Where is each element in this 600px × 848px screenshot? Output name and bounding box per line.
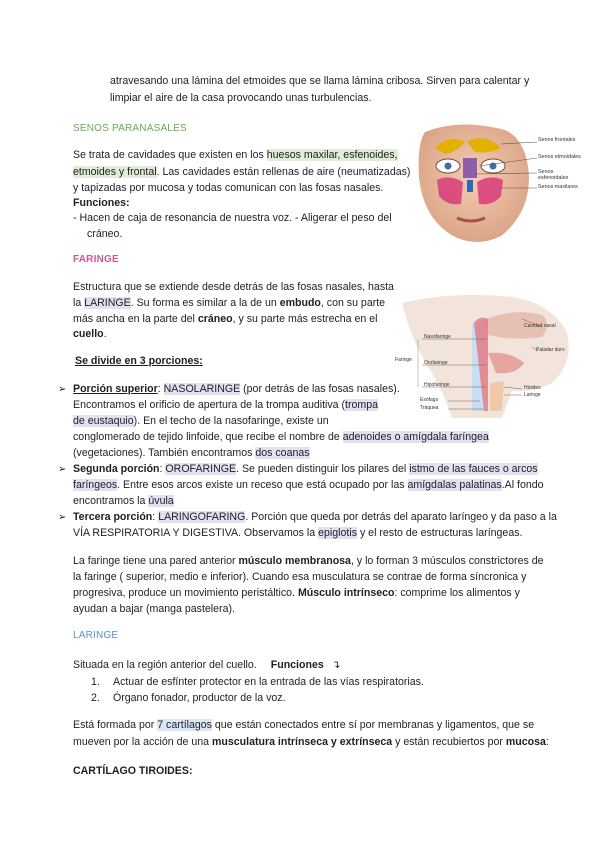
label-nasofaringe: Nasofaringe	[424, 334, 451, 340]
label-senos-maxilares: Senos maxilares	[538, 184, 578, 190]
faringe-line-1: Estructura que se extiende desde detrás de las fosas nasales, hasta	[73, 281, 394, 293]
section-heading-laringe: LARINGE	[73, 630, 119, 641]
senos-line-1: Se trata de cavidades que existen en los huesos maxilar, esfenoides,	[73, 149, 398, 161]
intro-line-1: atravesando una lámina del etmoides que se llama lámina cribosa. Sirven para calentar y	[110, 75, 530, 87]
label-hioides: Hioides	[524, 385, 541, 391]
section-heading-faringe: FARINGE	[73, 254, 119, 265]
senos-line-5: - Hacen de caja de resonancia de nuestra voz. - Aligerar el peso del	[73, 212, 392, 224]
cartilago-tiroides-heading: CARTÍLAGO TIROIDES:	[73, 765, 193, 777]
porcion-superior-line-3: de eustaquio). En el techo de la nasofaringe, existe un	[73, 415, 329, 427]
porcion-superior-line-1: Porción superior: NASOLARINGE (por detrás de las fosas nasales).	[73, 383, 400, 395]
label-esofago: Esófago	[420, 397, 439, 403]
section-heading-senos: SENOS PARANASALES	[73, 123, 187, 134]
curved-arrow-icon: ↴	[331, 659, 341, 671]
faringe-wall-line-2: la faringe ( superior, medio e inferior). Cuando esa musculatura se contrae de forma síncronica y	[73, 571, 527, 583]
arrowhead-bullet-icon: ➢	[58, 464, 67, 475]
senos-line-3: y tapizadas por mucosa y todas comunican con las fosas nasales.	[73, 182, 384, 194]
label-traquea: Tráquea	[420, 405, 439, 411]
label-hipofaringe: Hipofaringe	[424, 382, 450, 388]
faringe-wall-line-4: ayudan a bajar (manga pastelera).	[73, 603, 235, 615]
highlight-orofaringe: OROFARINGE	[165, 463, 237, 475]
highlight-7-cartilagos: 7 cartílagos	[157, 719, 212, 731]
laringe-item-2: Órgano fonador, productor de la voz.	[113, 692, 286, 704]
sinus-figure	[405, 122, 585, 246]
tercera-porcion-line-2: VÍA RESPIRATORIA Y DIGESTIVA. Observamos la epiglotis y el resto de estructuras laríngeas.	[73, 527, 523, 539]
laringe-cartilagos-line-2: mueven por la acción de una musculatura intrínseca y extrínseca y están recubiertos por mucosa:	[73, 736, 549, 748]
laringe-cartilagos-line-1: Está formada por 7 cartílagos que están conectados entre sí por membranas y ligamentos, que se	[73, 719, 535, 731]
label-orofaringe: Orofaringe	[424, 360, 448, 366]
faringe-wall-line-3: progresiva, produce un movimiento peristáltico. Músculo intrínseco: comprime los alimentos y	[73, 587, 520, 599]
label-senos-esfenoidales: Senos esfenoidales	[538, 169, 569, 181]
senos-funciones-label: Funciones:	[73, 197, 130, 209]
laringe-item-1-number: 1.	[91, 676, 100, 688]
segunda-porcion-line-1: Segunda porción: OROFARINGE. Se pueden distinguir los pilares del istmo de las fauces o arcos	[73, 463, 538, 475]
segunda-porcion-line-2: faríngeos. Entre esos arcos existe un receso que está ocupado por las amígdalas palatinas.Al fondo	[73, 479, 544, 491]
faringe-line-3: más ancha en la parte del cráneo, y su parte más estrecha en el	[73, 313, 378, 325]
label-senos-frontales: Senos frontales	[538, 137, 576, 143]
label-paladar-duro: Paladar duro	[536, 347, 565, 353]
label-laringe-fig: Laringe	[524, 392, 541, 398]
laringe-line-1: Situada en la región anterior del cuello. Funciones ↴	[73, 659, 341, 671]
faringe-line-2: la LARINGE. Su forma es similar a la de un embudo, con su parte	[73, 297, 386, 309]
faringe-line-4: cuello.	[73, 328, 107, 340]
senos-line-6: cráneo.	[87, 228, 123, 240]
porcion-superior-line-5: (vegetaciones). También encontramos dos coanas	[73, 447, 310, 459]
label-cavidad-nasal: Cavidad nasal	[524, 323, 556, 329]
highlight-huesos: huesos maxilar, esfenoides,	[266, 149, 398, 161]
highlight-nasolaringe: NASOLARINGE	[163, 383, 241, 395]
intro-line-2: limpiar el aire de la casa provocando unas turbulencias.	[110, 92, 372, 104]
highlight-laringe: LARINGE	[84, 297, 131, 309]
pharynx-figure	[392, 293, 582, 418]
segunda-porcion-line-3: encontramos la úvula	[73, 495, 174, 507]
laringe-item-1: Actuar de esfínter protector en la entrada de las vías respiratorias.	[113, 676, 424, 688]
laringe-item-2-number: 2.	[91, 692, 100, 704]
faringe-divide-heading: Se divide en 3 porciones:	[75, 355, 203, 367]
highlight-etmoides: etmoides y frontal	[73, 166, 157, 178]
porcion-superior-line-2: Encontramos el orificio de apertura de la trompa auditiva (trompa	[73, 399, 379, 411]
faringe-wall-line-1: La faringe tiene una pared anterior músculo membranosa, y lo forman 3 músculos constrictores de	[73, 555, 544, 567]
label-senos-etmoidales: Senos etmoidales	[538, 154, 581, 160]
label-faringe-group: Faringe	[395, 357, 412, 363]
senos-line-2: etmoides y frontal. Las cavidades están rellenas de aire (neumatizadas)	[73, 166, 411, 178]
tercera-porcion-line-1: Tercera porción: LARINGOFARING. Porción que queda por detrás del aparato laríngeo y da paso a la	[73, 511, 557, 523]
arrowhead-bullet-icon: ➢	[58, 384, 67, 395]
highlight-laringofaring: LARINGOFARING	[158, 511, 246, 523]
porcion-superior-line-4: conglomerado de tejido linfoide, que recibe el nombre de adenoides o amígdala faríngea	[73, 431, 489, 443]
highlight-adenoides: adenoides o amígdala faríngea	[342, 431, 489, 443]
arrowhead-bullet-icon: ➢	[58, 512, 67, 523]
